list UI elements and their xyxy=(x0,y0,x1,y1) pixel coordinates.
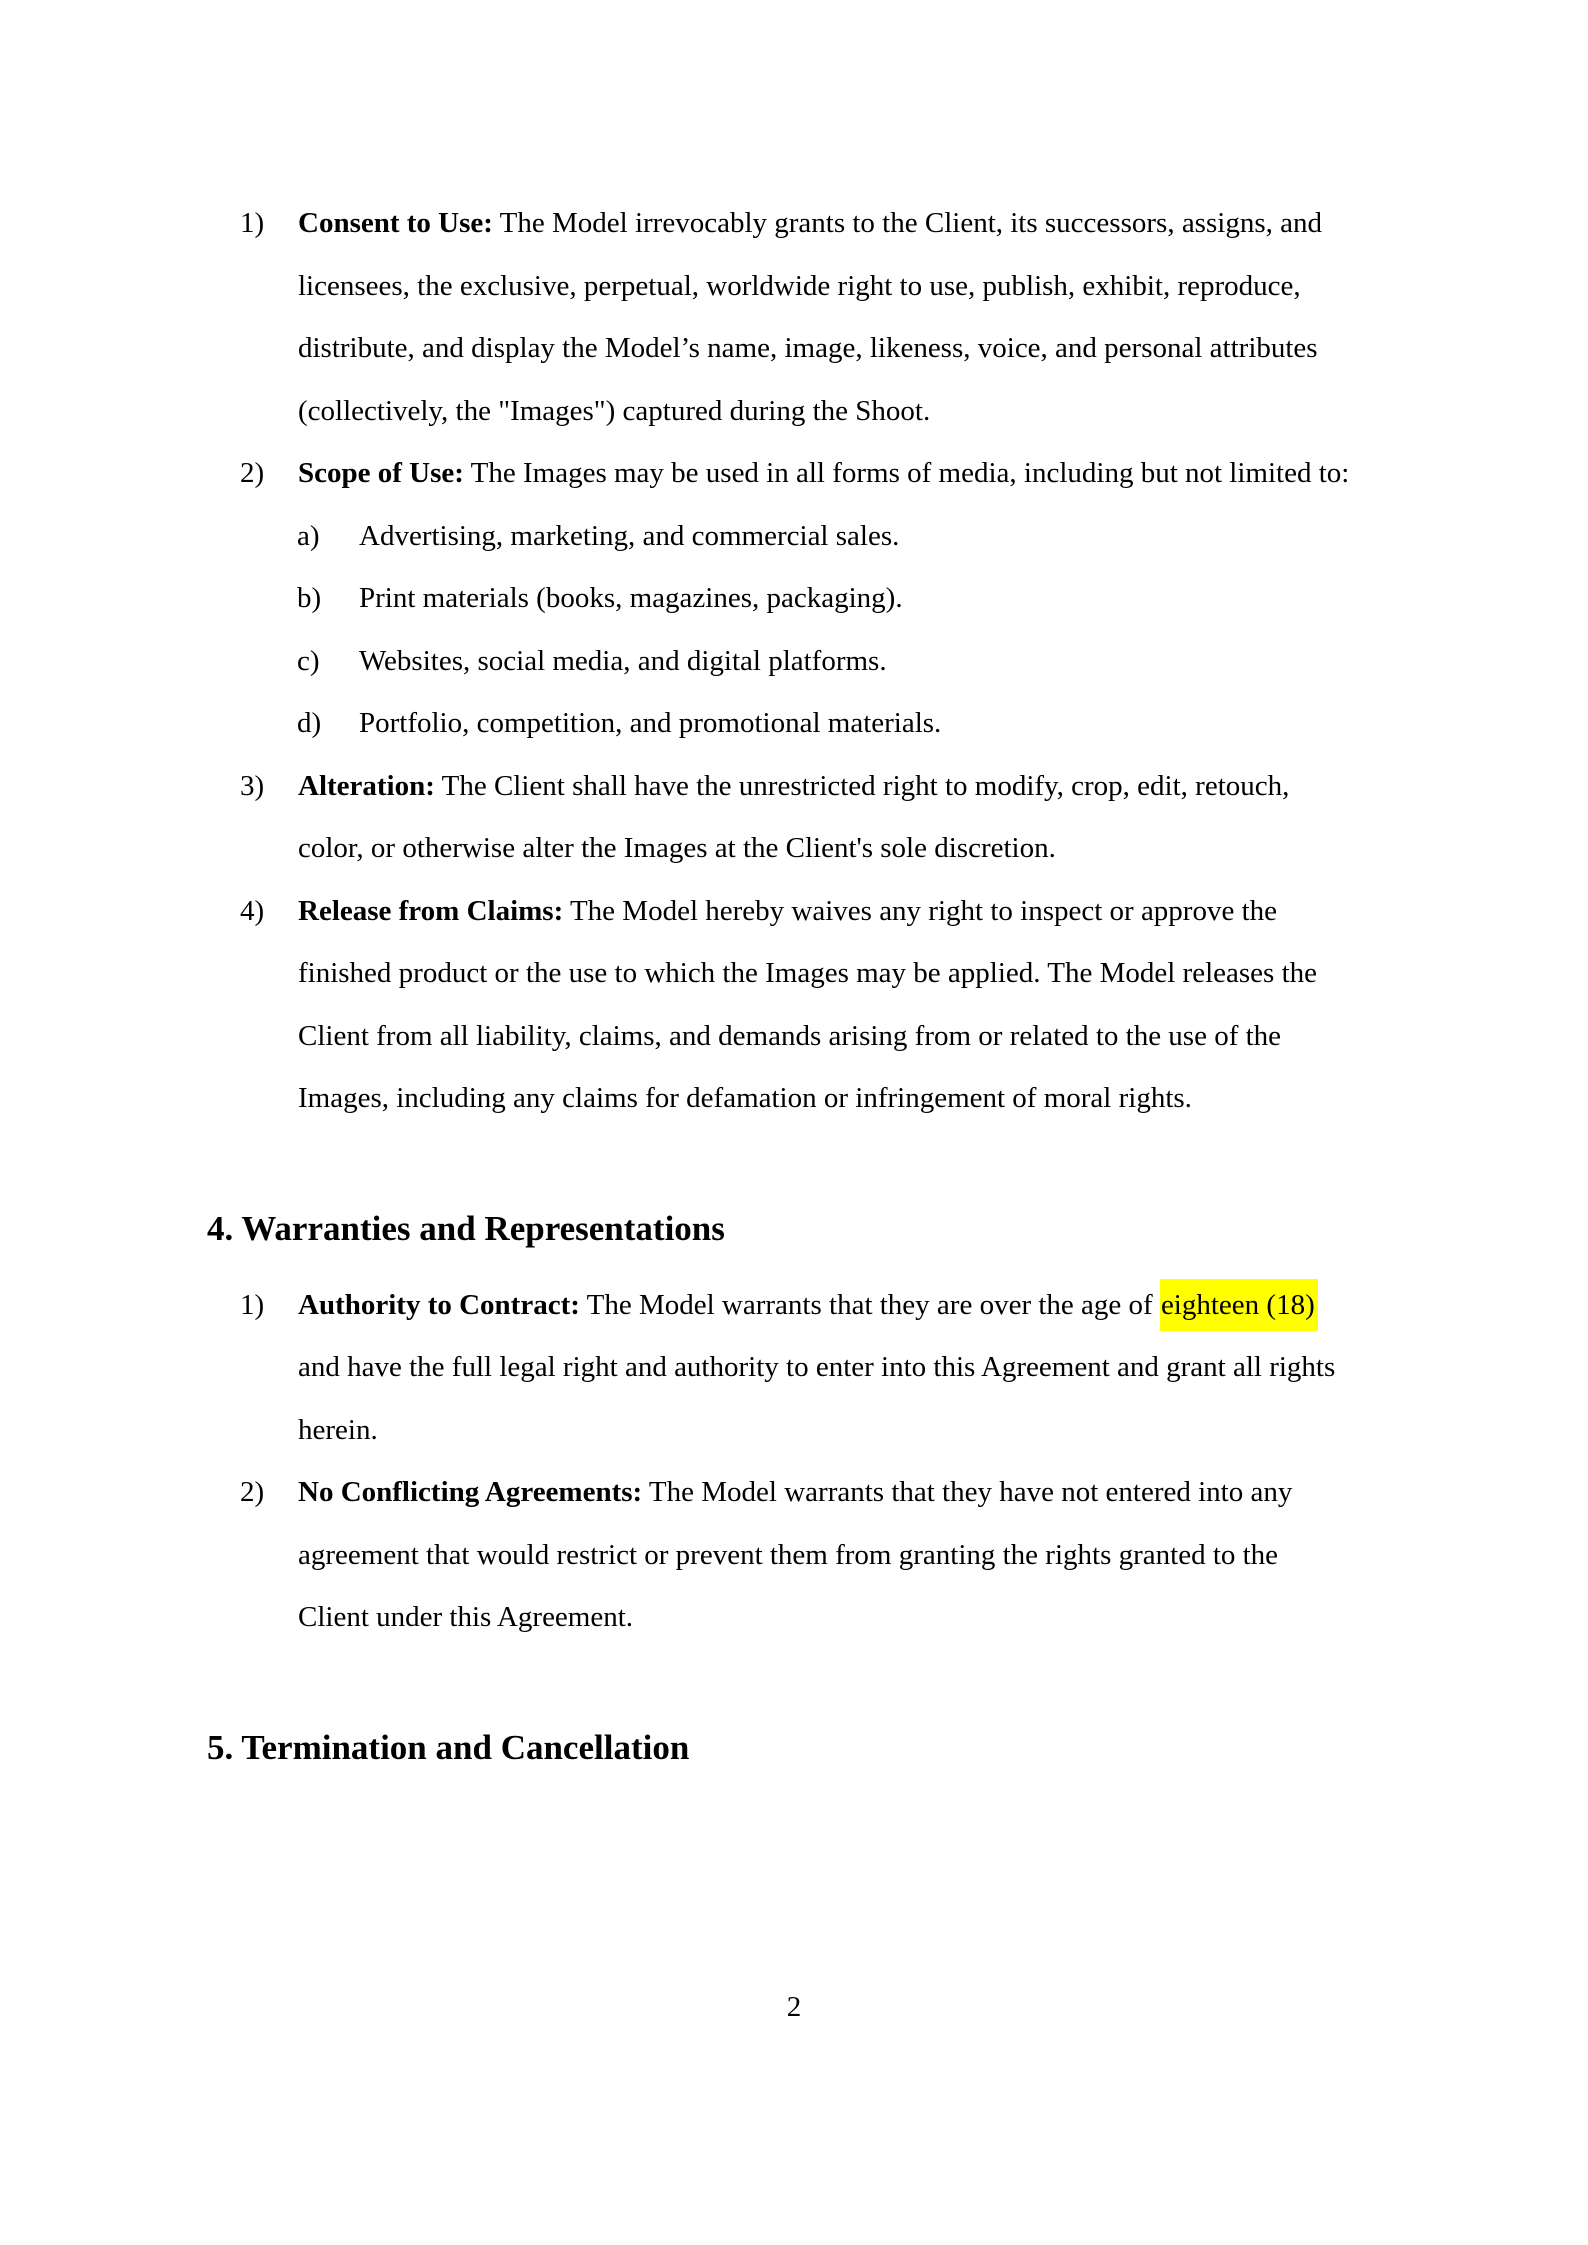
list-item-release xyxy=(240,880,1355,1130)
list-item-consent xyxy=(240,192,1355,442)
list-item-no-conflict xyxy=(240,1461,1355,1649)
item-title: Scope of Use: xyxy=(298,457,464,489)
list-item-scope-c xyxy=(297,630,1355,693)
item-number: 3) xyxy=(240,769,265,802)
item-number: 1) xyxy=(240,207,265,239)
page-number: 2 xyxy=(786,1991,802,2023)
item-letter: c) xyxy=(297,644,320,677)
item-text xyxy=(298,880,1352,1130)
item-body: Portfolio, competition, and promotional materials. xyxy=(359,707,942,739)
list-item-scope-a xyxy=(297,505,1355,568)
item-title: Consent to Use: xyxy=(298,207,493,239)
item-number: 2) xyxy=(240,1476,265,1508)
item-body: The Images may be used in all forms of media, including but not limited to: xyxy=(463,457,1350,489)
list-item-authority xyxy=(240,1274,1355,1462)
item-body-before: The Model warrants that they are over the age of xyxy=(579,1288,1160,1321)
item-letter: a) xyxy=(297,519,320,552)
page-content xyxy=(207,192,1355,1793)
highlight-eighteen: eighteen (18) xyxy=(1160,1279,1318,1331)
item-body: The Model hereby waives any right to inspect or approve the finished product or the use to which the Images may be applied. The Model releases the Client from all liability, claims, and demands arising from or related to the use of the Images, including any claims for defamation or infringement of moral rights. xyxy=(298,894,1317,1114)
item-number: 4) xyxy=(240,894,265,927)
item-title: No Conflicting Agreements: xyxy=(298,1476,643,1508)
list-item-scope-d xyxy=(297,692,1355,755)
item-title: Alteration: xyxy=(298,769,435,802)
item-title: Authority to Contract: xyxy=(298,1288,580,1321)
item-text xyxy=(298,192,1352,442)
list-item-scope-b xyxy=(297,567,1355,630)
item-body: The Client shall have the unrestricted right to modify, crop, edit, retouch, color, or otherwise alter the Images at the Client's sole discretion. xyxy=(298,769,1290,864)
item-body: Print materials (books, magazines, packaging). xyxy=(359,582,903,614)
section-heading-warranties: 4. Warranties and Representations xyxy=(207,1208,725,1248)
item-body: The Model irrevocably grants to the Client, its successors, assigns, and licensees, the exclusive, perpetual, worldwide right to use, publish, exhibit, reproduce, distribute, and display the Model’s name, image, likeness, voice, and personal attributes (collectively, the "Images") captured during the Shoot. xyxy=(298,207,1322,427)
item-letter: b) xyxy=(297,582,322,614)
item-letter: d) xyxy=(297,707,322,739)
item-number: 1) xyxy=(240,1288,265,1321)
item-text xyxy=(298,755,1352,880)
item-number: 2) xyxy=(240,457,265,489)
item-body-after: and have the full legal right and authority to enter into this Agreement and grant all rights herein. xyxy=(298,1351,1336,1446)
list-item-alteration xyxy=(240,755,1355,880)
list-item-scope xyxy=(240,442,1355,505)
item-body: Websites, social media, and digital platforms. xyxy=(359,644,887,677)
item-text xyxy=(298,1274,1352,1462)
item-text xyxy=(298,442,1352,505)
item-body: Advertising, marketing, and commercial sales. xyxy=(359,519,900,552)
item-text xyxy=(298,1461,1352,1649)
item-title: Release from Claims: xyxy=(298,894,564,927)
item-body: The Model warrants that they have not entered into any agreement that would restrict or prevent them from granting the rights granted to the Client under this Agreement. xyxy=(298,1476,1293,1633)
section-heading-termination: 5. Termination and Cancellation xyxy=(207,1727,690,1767)
